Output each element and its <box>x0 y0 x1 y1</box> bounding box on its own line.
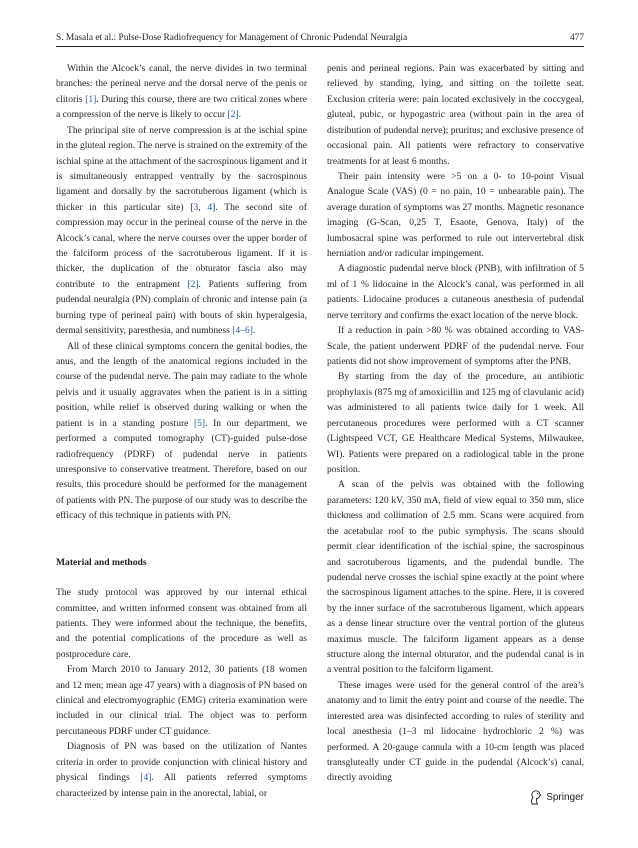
paragraph: From March 2010 to January 2012, 30 patients (18 women and 12 men; mean age 47 years) with a diagnosis of PN based on clinical and electromyographic (EMG) criteria examination were included in our clinical trial. The object was to perform percutaneous PDRF under CT guidance. <box>56 664 307 737</box>
paragraph: The principal site of nerve compression is at the ischial spine in the gluteal region. The nerve is strained on the extremity of the ischial spine at the attachment of the sacrospinous ligament and it is simultaneously entrapped ventrally by the sacrospinous ligament and dorsally by the sacrotuberous ligament (which is thicker in this particular site) [3, 4]. The second site of compression may occur in the perineal course of the nerve in the Alcock’s canal, where the nerve courses over the upper border of the falciform process of the sacrotuberous ligament. If it is thicker, the duplication of the obturator fascia also may contribute to the entrapment [2]. Patients suffering from pudendal neuralgia (PN) complain of chronic and intense pain (a burning type of perineal pain) with bouts of skin hyperalgesia, dermal sensitivity, paresthesia, and numbness [4–6]. <box>56 124 307 337</box>
publisher-footer <box>528 788 584 806</box>
reference-link[interactable]: 4 <box>207 201 213 213</box>
paragraph: These images were used for the general control of the area’s anatomy and to limit the entry point and course of the needle. The interested area was disinfected according to rules of sterility and local anesthesia (1–3 ml lidocaine hydrochloric 2 %) was performed. A 20-gauge cannula with a 10-cm length was placed transgluteally under CT guide in the pudendal (Alcock’s) canal, directly avoiding <box>327 679 584 784</box>
paragraph: Diagnosis of PN was based on the utilization of Nantes criteria in order to provide conjunction with clinical history and physical findings [4]. All patients referred symptoms characterized by intense pain in the anorectal, labial, or <box>56 741 307 799</box>
paragraph: All of these clinical symptoms concern the genital bodies, the anus, and the length of the anatomical regions included in the course of the pudendal nerve. The pain may radiate to the whole pelvis and it usually aggravates when the patient is in a sitting position, while relief is observed during walking or when the patient is in a standing posture [5]. In our department, we performed a computed tomography (CT)-guided pulse-dose radiofrequency (PDRF) of pudendal nerve in patients unresponsive to conservative treatment. Therefore, based on our results, this procedure should be performed for the management of patients with PN. The purpose of our study was to describe the efficacy of this technique in patients with PN. <box>56 340 307 522</box>
section-heading: Material and methods <box>56 556 147 568</box>
running-title: S. Masala et al.: Pulse-Dose Radiofrequency for Management of Chronic Pudendal Neuralgia <box>56 33 408 43</box>
reference-link[interactable]: 3 <box>193 201 199 213</box>
reference-link[interactable]: [5] <box>193 417 206 429</box>
paragraph: Within the Alcock’s canal, the nerve divides in two terminal branches: the perineal nerve and the dorsal nerve of the penis or clitoris [1]. During this course, there are two critical zones where a compression of the nerve is likely to occur [2]. <box>56 63 308 121</box>
publisher-name: Springer <box>546 791 584 803</box>
right-column <box>327 61 584 786</box>
running-header <box>56 30 584 47</box>
reference-link[interactable]: [1] <box>85 93 97 105</box>
section-spacer <box>56 524 307 555</box>
reference-link[interactable]: [2] <box>187 278 199 290</box>
page-number: 477 <box>569 33 584 43</box>
paragraph: penis and perineal regions. Pain was exacerbated by sitting and relieved by standing, lying, and sitting on the toilette seat. Exclusion criteria were: pain located exclusively in the coccygeal, gluteal, pubic, or hypogastric area (without pain in the area of distribution of pudendal nerve); pruritus; and exclusive presence of occasional pain. All patients were refractory to conservative treatments for at least 6 months. <box>327 63 584 167</box>
reference-link[interactable]: [4–6] <box>232 325 253 337</box>
reference-link[interactable]: [2] <box>227 109 239 121</box>
paragraph: A scan of the pelvis was obtained with the following parameters: 120 kV, 350 mA, field of view equal to 350 mm, slice thickness and collimation of 2.5 mm. Scans were acquired from the acetabular roof to the pubic symphysis. The scans should permit clear identification of the ischial spine, the sacrospinous and sacrotuberous ligaments, and the pudendal bundle. The pudendal nerve crosses the ischial spine exactly at the point where the sacrospinous ligament attaches to the spine. Here, it is covered by the inner surface of the sacrotuberous ligament, which appears as a dense linear structure over the ventral portion of the gluteus maximus muscle. The falciform ligament appears as a dense structure along the internal obturator, and the pudendal canal is in a ventral position to the falciform ligament. <box>327 479 584 676</box>
paragraph: If a reduction in pain >80 % was obtained according to VAS-Scale, the patient underwent PDRF of the pudendal nerve. Four patients did not show improvement of symptoms after the PNB. <box>327 325 584 368</box>
paragraph: By starting from the day of the procedure, an antibiotic prophylaxis (875 mg of amoxicillin and 125 mg of clavulanic acid) was administered to all patients twice daily for 1 week. All percutaneous procedures were performed with a CT scanner (Lightspeed VCT, GE Healthcare Medical Systems, Milwaukee, WI). Patients were prepared on a radiological table in the prone position. <box>327 371 584 475</box>
paragraph: A diagnostic pudendal nerve block (PNB), with infiltration of 5 ml of 1 % lidocaine in the Alcock’s canal, was performed in all patients. Lidocaine produces a cutaneous anesthesia of pudendal nerve territory and confirms the exact location of the nerve block. <box>327 263 584 321</box>
paragraph: Their pain intensity were >5 on a 0- to 10-point Visual Analogue Scale (VAS) (0 = no pain, 10 = unbearable pain). The average duration of symptoms was 27 months. Magnetic resonance imaging (G-Scan, 0,25 T, Esaote, Genova, Italy) of the lumbosacral spine was performed to rule out intervertebral disk herniation and/or radicular impingement. <box>327 170 584 260</box>
paragraph: The study protocol was approved by our internal ethical committee, and written informed consent was obtained from all patients. They were informed about the technique, the benefits, and the potential complications of the procedure as well as postprocedure care. <box>56 587 307 660</box>
section-spacer <box>56 570 307 585</box>
left-column <box>56 61 307 801</box>
reference-link[interactable]: [4] <box>140 772 152 784</box>
springer-horse-icon <box>528 789 542 805</box>
